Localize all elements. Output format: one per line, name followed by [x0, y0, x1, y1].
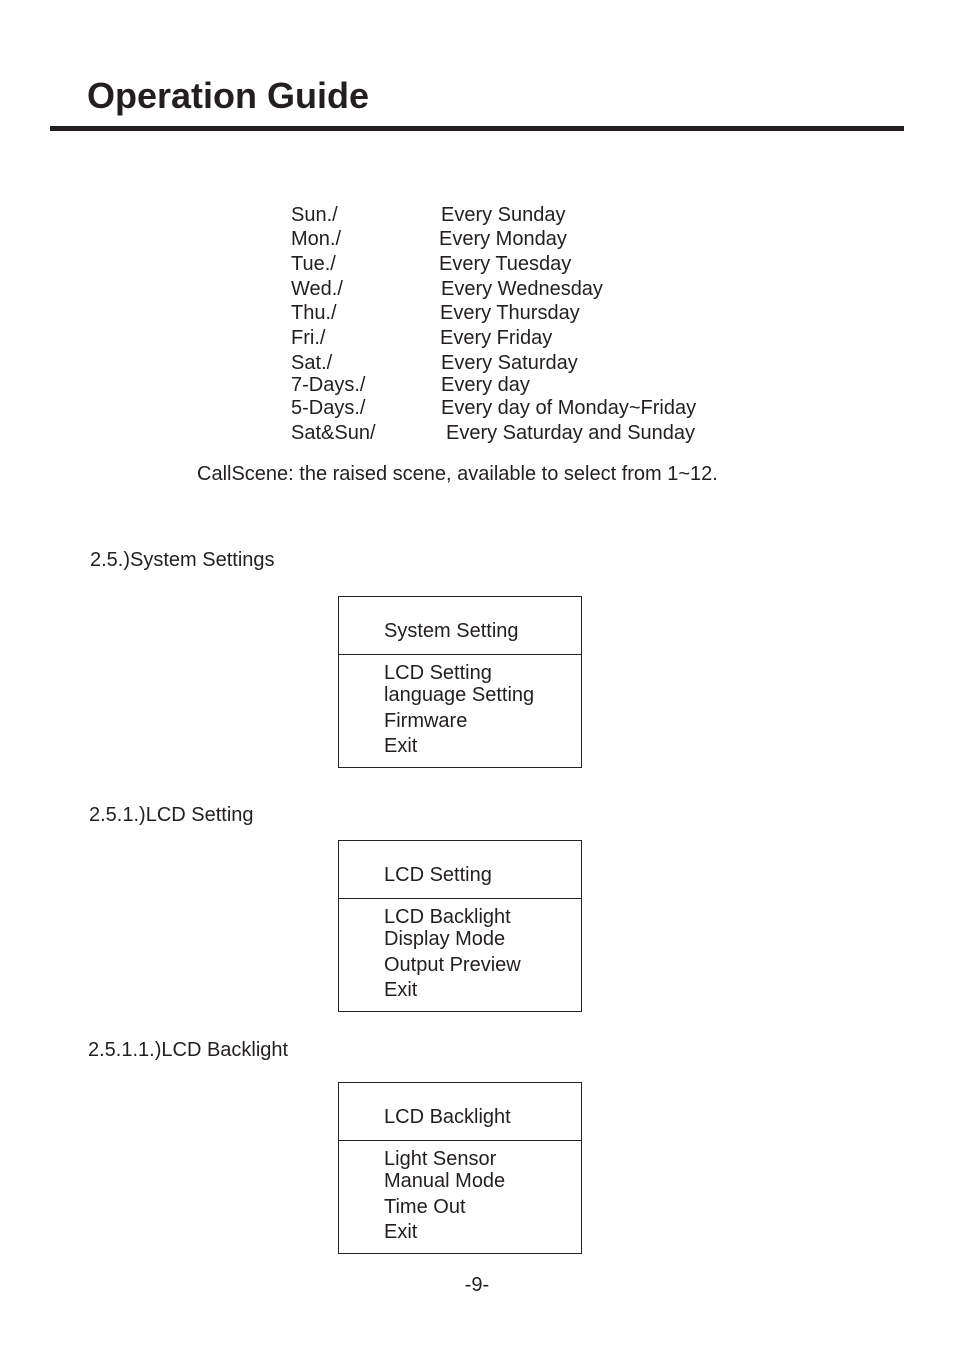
system-setting-menu [338, 596, 582, 768]
schedule-code: Wed./ [291, 278, 343, 300]
menu-item-exit[interactable]: Exit [384, 979, 418, 1001]
menu-items [339, 1141, 581, 1253]
schedule-code: Thu./ [291, 302, 337, 324]
menu-item-time-out[interactable]: Time Out [384, 1196, 466, 1218]
schedule-meaning: Every Monday [439, 228, 567, 250]
menu-item-exit[interactable]: Exit [384, 735, 418, 757]
lcd-setting-menu [338, 840, 582, 1012]
schedule-code: Mon./ [291, 228, 342, 250]
title-divider [50, 126, 904, 131]
schedule-meaning: Every Thursday [440, 302, 580, 324]
schedule-code: Fri./ [291, 327, 326, 349]
menu-item-language-setting[interactable]: language Setting [384, 684, 535, 706]
menu-item-output-preview[interactable]: Output Preview [384, 954, 521, 976]
menu-items [339, 655, 581, 767]
schedule-meaning: Every Friday [440, 327, 553, 349]
section-heading: 2.5.1.)LCD Setting [89, 804, 254, 826]
page-number: -9- [464, 1274, 490, 1296]
schedule-meaning: Every day of Monday~Friday [441, 397, 697, 419]
menu-title-bar [339, 1083, 581, 1141]
schedule-meaning: Every Sunday [441, 204, 566, 226]
menu-title: LCD Backlight [384, 1106, 511, 1128]
lcd-backlight-menu [338, 1082, 582, 1254]
callscene-note: CallScene: the raised scene, available to select from 1~12. [197, 463, 718, 485]
schedule-meaning: Every Wednesday [441, 278, 603, 300]
page-title: Operation Guide [87, 75, 370, 116]
schedule-meaning: Every Saturday [441, 352, 578, 374]
menu-title-bar [339, 597, 581, 655]
schedule-meaning: Every day [441, 374, 530, 396]
menu-title: LCD Setting [384, 864, 492, 886]
schedule-code: 7-Days./ [291, 374, 366, 396]
schedule-code: Sat&Sun/ [291, 422, 376, 444]
menu-item-display-mode[interactable]: Display Mode [384, 928, 506, 950]
section-heading: 2.5.1.1.)LCD Backlight [88, 1039, 289, 1061]
menu-item-lcd-setting[interactable]: LCD Setting [384, 662, 492, 684]
schedule-code: Tue./ [291, 253, 336, 275]
schedule-code: Sat./ [291, 352, 333, 374]
menu-item-light-sensor[interactable]: Light Sensor [384, 1148, 497, 1170]
menu-item-firmware[interactable]: Firmware [384, 710, 468, 732]
menu-items [339, 899, 581, 1011]
schedule-meaning: Every Saturday and Sunday [446, 422, 696, 444]
section-heading: 2.5.)System Settings [90, 549, 275, 571]
schedule-code: 5-Days./ [291, 397, 366, 419]
menu-title: System Setting [384, 620, 519, 642]
menu-item-lcd-backlight[interactable]: LCD Backlight [384, 906, 511, 928]
menu-item-manual-mode[interactable]: Manual Mode [384, 1170, 506, 1192]
schedule-code: Sun./ [291, 204, 338, 226]
menu-item-exit[interactable]: Exit [384, 1221, 418, 1243]
menu-title-bar [339, 841, 581, 899]
schedule-meaning: Every Tuesday [439, 253, 572, 275]
